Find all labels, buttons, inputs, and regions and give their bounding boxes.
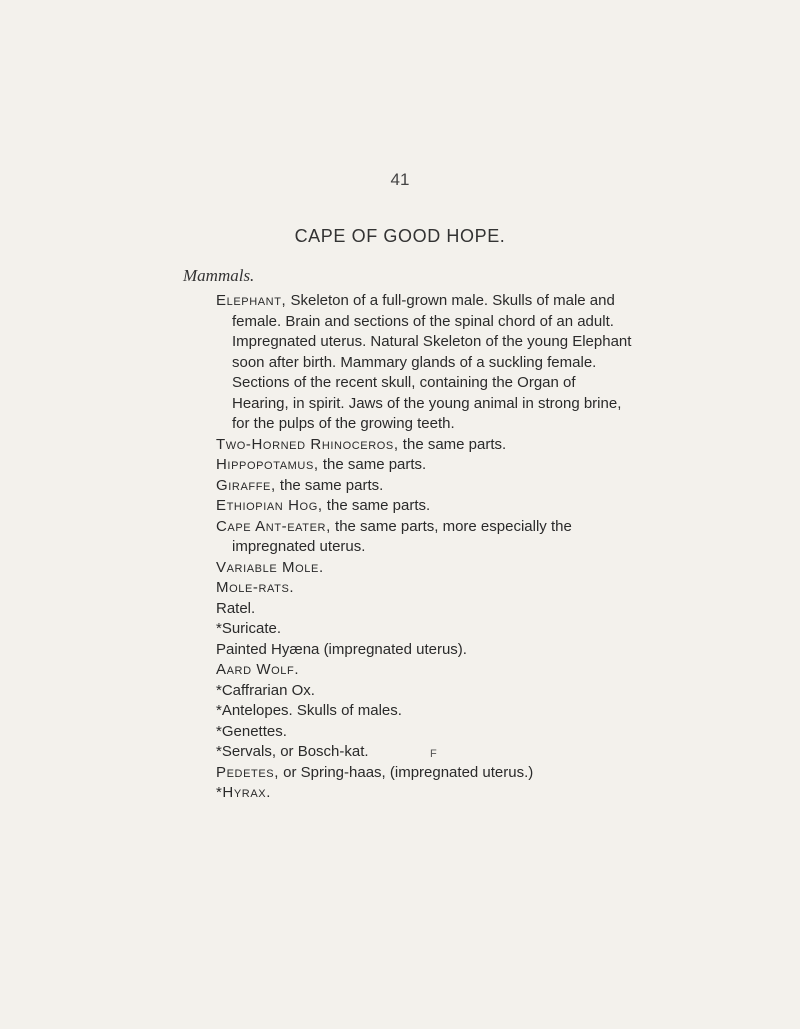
entry-name: Hippopotamus, [216,456,319,473]
entry-text: *Suricate. [216,620,282,637]
list-item [216,619,636,640]
specimen-list [216,291,636,804]
entry-text: *Servals, or Bosch-kat. [216,743,369,760]
entry-text: Painted Hyæna (impregnated uterus). [216,640,467,658]
entry-name: Cape Ant-eater, [216,517,331,535]
section-title: Mammals. [183,266,255,285]
list-item [216,291,636,435]
entry-name: Elephant, [216,292,287,309]
list-item [216,742,636,763]
list-item [216,681,636,702]
entry-name: Variable Mole. [216,558,324,576]
entry-name: Giraffe, [216,476,276,494]
entry-text: the same parts. [318,456,427,473]
list-item [216,640,636,661]
page-heading: CAPE OF GOOD HOPE. [294,226,506,246]
entry-text: the same parts, more especially the impregnated uterus. [232,517,572,555]
signature-mark: F [430,748,437,760]
list-item [216,783,636,804]
list-item [216,435,636,456]
entry-text: *Caffrarian Ox. [216,681,315,699]
list-item [216,599,636,620]
entry-text: the same parts. [322,497,431,514]
entry-name: Two-Horned Rhinoceros, [216,435,399,453]
entry-text: or Spring-haas, (impregnated uterus.) [278,763,534,781]
entry-name: Aard Wolf. [216,661,300,678]
entry-text: Ratel. [216,599,256,617]
list-item [216,701,636,722]
entry-text: the same parts. [398,435,507,453]
list-item [216,455,636,476]
list-item [216,578,636,599]
entry-name: Mole-rats. [216,579,295,596]
entry-text: the same parts. [275,476,384,494]
list-item [216,496,636,517]
entry-text: *Antelopes. Skulls of males. [216,702,402,719]
list-item [216,476,636,497]
entry-name: *Hyrax. [216,784,271,801]
entry-name: Pedetes, [216,763,279,781]
page-number: 41 [390,170,410,189]
list-item [216,558,636,579]
entry-text: *Genettes. [216,722,287,740]
list-item [216,763,636,784]
list-item [216,517,636,558]
list-item [216,722,636,743]
entry-name: Ethiopian Hog, [216,497,323,514]
list-item [216,660,636,681]
entry-text: Skeleton of a full-grown male. Skulls of male and female. Brain and sections of the spinal chord of an adult. Impregnated uterus. Natural Skeleton of the young Elephant soon after birth. Mammary glands of a suckling female. Sections of the recent skull, containing the Organ of Hearing, in spirit. Jaws of the young animal in strong brine, for the pulps of the growing teeth. [232,292,632,432]
